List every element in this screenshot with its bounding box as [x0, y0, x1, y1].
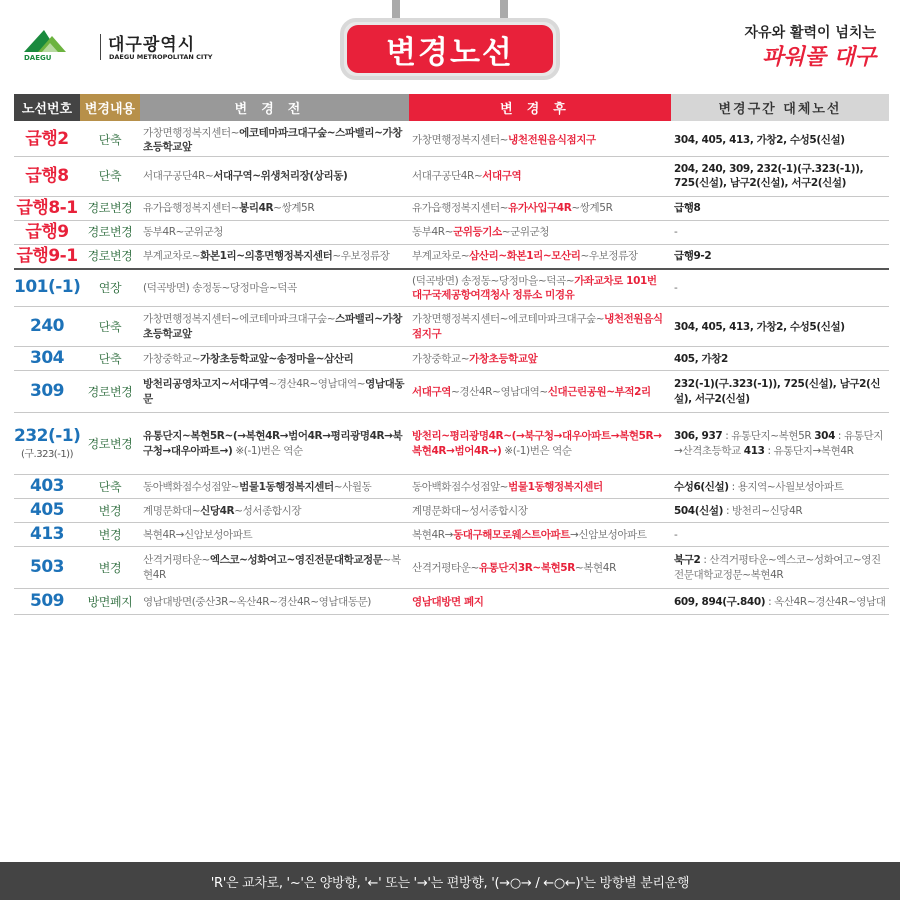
route-number-text: 급행9: [25, 221, 69, 242]
alt-text-segment: : 유통단지→복현4R: [764, 444, 854, 457]
after-text-segment: 가창초등학교앞: [469, 352, 538, 365]
after-text-segment: 가창중학교~: [412, 352, 470, 365]
before-text-segment: 봉리4R: [239, 202, 274, 215]
before-text-segment: (덕곡방면) 송정동~당정마을~덕곡: [143, 281, 297, 294]
slogan-line2: 파워풀 대구: [762, 45, 876, 70]
after-text-segment: (덕곡방면) 송정동~당정마을~덕곡~: [412, 274, 575, 287]
table-row: [14, 269, 889, 307]
after-text-segment: 삼산리~화본1리~모산리: [469, 250, 581, 263]
table-row: [14, 307, 889, 347]
route-number: [14, 413, 80, 475]
route-number-text: 304: [30, 348, 64, 369]
before-text-segment: 신당4R: [200, 504, 235, 517]
before-text-segment: ※(-1)번은 역순: [232, 444, 303, 457]
cell-before: [140, 347, 409, 371]
alt-text-segment: 304, 405, 413, 가창2, 수성5(신설): [674, 133, 845, 146]
change-type: 경로변경: [80, 220, 140, 244]
before-text-segment: 동부4R~군위군청: [143, 226, 224, 239]
route-number: [14, 589, 80, 615]
before-text-segment: 가창중학교~: [143, 352, 201, 365]
route-number-text: 232(-1): [14, 426, 80, 447]
after-text-segment: 서대구공단4R~: [412, 170, 483, 183]
cell-alt: [671, 371, 889, 413]
route-number: [14, 547, 80, 589]
route-number-text: 503: [30, 557, 64, 578]
cell-after: [409, 547, 671, 589]
logo-name: 대구광역시: [108, 35, 196, 55]
after-text-segment: 냉천전원음식점지구: [412, 313, 663, 340]
after-text-segment: 영남대방면 폐지: [412, 595, 484, 608]
before-text-segment: ~성서종합시장: [234, 504, 302, 517]
before-text-segment: 유통단지~복현5R~(→복현4R→범어4R→평리광명4R→북구청→대우아파트→): [143, 430, 403, 457]
route-number: [14, 122, 80, 156]
cell-after: [409, 499, 671, 523]
alt-text-segment: -: [674, 528, 678, 541]
alt-text-segment: : 방천리~신당4R: [723, 504, 803, 517]
cell-after: [409, 156, 671, 196]
before-text-segment: 산격거평타운~: [143, 554, 210, 567]
cell-before: [140, 244, 409, 268]
alt-text-segment: : 유통단지~복현5R: [722, 430, 815, 443]
after-text-segment: 부계교차로~: [412, 250, 470, 263]
alt-text-segment: -: [674, 281, 678, 294]
cell-alt: [671, 122, 889, 156]
cell-after: [409, 475, 671, 499]
header-route: 노선번호: [14, 94, 80, 122]
alt-text-segment: 504(신설): [674, 504, 724, 517]
before-text-segment: 방천리공영차고지~서대구역: [143, 378, 269, 391]
before-text-segment: 서대구역~위생처리장(상리동): [213, 170, 348, 183]
route-number: [14, 523, 80, 547]
cell-alt: [671, 589, 889, 615]
cell-before: [140, 196, 409, 220]
cell-before: [140, 523, 409, 547]
after-text-segment: 군위등기소: [453, 226, 502, 239]
table-row: [14, 499, 889, 523]
before-text-segment: 가창면행정복지센터~에코테마파크대구숲~: [143, 313, 336, 326]
alt-text-segment: 304: [814, 430, 835, 443]
route-number-text: 101(-1): [14, 277, 80, 298]
cell-alt: [671, 244, 889, 268]
cell-alt: [671, 220, 889, 244]
cell-alt: [671, 347, 889, 371]
cell-before: [140, 269, 409, 307]
before-text-segment: ~복현4R: [143, 554, 401, 581]
cell-before: [140, 220, 409, 244]
alt-text-segment: 수성6(신설): [674, 480, 729, 493]
logo-subtitle: DAEGU METROPOLITAN CITY: [109, 53, 213, 61]
before-text-segment: 에코테마파크대구숲~스파밸리~가창초등학교앞: [143, 126, 403, 153]
header: [0, 0, 900, 90]
route-number: [14, 307, 80, 347]
footer-legend: [0, 862, 900, 900]
before-text-segment: 화본1리~의흥면행정복지센터: [200, 250, 333, 263]
alt-text-segment: 232(-1)(구.323(-1)), 725(신설), 남구2(신설), 서구2(신설): [674, 378, 881, 405]
change-type: 경로변경: [80, 413, 140, 475]
route-old-number: (구.323(-1)): [20, 449, 73, 461]
after-text-segment: 신대근린공원~부적2리: [547, 385, 651, 398]
before-text-segment: 가창초등학교앞~송정마을~삼산리: [200, 352, 354, 365]
alt-text-segment: : 옥산4R~경산4R~영남대: [765, 595, 886, 608]
change-type: 변경: [80, 499, 140, 523]
cell-alt: [671, 499, 889, 523]
table-row: [14, 244, 889, 268]
route-number-text: 급행8: [25, 165, 69, 186]
alt-text-segment: : 산격거평타운~엑스코~성화여고~영진전문대학교정문~복현4R: [674, 554, 881, 581]
after-text-segment: 산격거평타운~: [412, 561, 479, 574]
cell-after: [409, 413, 671, 475]
cell-after: [409, 371, 671, 413]
change-type: 연장: [80, 269, 140, 307]
route-number-text: 405: [30, 500, 64, 521]
route-number: [14, 244, 80, 268]
header-alt: 변경구간 대체노선: [671, 94, 889, 122]
after-text-segment: 유가사입구4R: [508, 202, 572, 215]
cell-alt: [671, 307, 889, 347]
route-number: [14, 156, 80, 196]
slogan-line1: 자유와 활력이 넘치는: [744, 25, 876, 41]
cell-before: [140, 122, 409, 156]
alt-text-segment: 405, 가창2: [674, 352, 728, 365]
alt-text-segment: 413: [743, 444, 765, 457]
alt-text-segment: 급행9-2: [674, 250, 712, 263]
change-type: 경로변경: [80, 244, 140, 268]
after-text-segment: ~경산4R~영남대역~: [450, 385, 548, 398]
table-row: [14, 413, 889, 475]
route-number-text: 급행9-1: [16, 245, 78, 266]
before-text-segment: 계명문화대~: [143, 504, 201, 517]
after-text-segment: 가좌교차로 101번 대구국제공항여객청사 정류소 미경유: [412, 274, 657, 301]
cell-before: [140, 156, 409, 196]
before-text-segment: ~우보정류장: [332, 250, 390, 263]
after-text-segment: →신암보성아파트: [569, 528, 647, 541]
cell-alt: [671, 156, 889, 196]
table-header-row: [14, 94, 889, 122]
before-text-segment: 스파밸리~가창초등학교앞: [143, 313, 403, 340]
change-type: 단축: [80, 347, 140, 371]
alt-text-segment: 609, 894(구.840): [674, 595, 766, 608]
cell-alt: [671, 413, 889, 475]
after-text-segment: ~군위군청: [501, 226, 550, 239]
page-title: 변경노선: [386, 34, 514, 71]
before-text-segment: 가창면행정복지센터~: [143, 126, 240, 139]
logo-daegu-text: DAEGU: [24, 54, 52, 62]
table-row: [14, 589, 889, 615]
change-type: 방면폐지: [80, 589, 140, 615]
route-change-table: [14, 94, 889, 615]
alt-text-segment: 204, 240, 309, 232(-1)(구.323(-1)), 725(신설), 남구2(신설), 서구2(신설): [674, 163, 864, 190]
table-row: [14, 523, 889, 547]
route-number: [14, 475, 80, 499]
route-number-text: 509: [30, 591, 64, 612]
cell-alt: [671, 547, 889, 589]
table-row: [14, 220, 889, 244]
route-number: [14, 196, 80, 220]
title-sign: [340, 18, 560, 80]
before-text-segment: 영남대방면(중산3R~옥산4R~경산4R~영남대동문): [143, 595, 372, 608]
cell-alt: [671, 523, 889, 547]
change-type: 단축: [80, 122, 140, 156]
logo-divider: [100, 34, 101, 60]
cell-after: [409, 269, 671, 307]
table-row: [14, 122, 889, 156]
change-type: 경로변경: [80, 196, 140, 220]
change-type: 경로변경: [80, 371, 140, 413]
after-text-segment: ~쌍계5R: [571, 202, 613, 215]
change-type: 단축: [80, 475, 140, 499]
table-row: [14, 156, 889, 196]
after-text-segment: ※(-1)번은 역순: [501, 444, 572, 457]
route-number: [14, 269, 80, 307]
cell-alt: [671, 269, 889, 307]
route-number: [14, 347, 80, 371]
alt-text-segment: : 유통단지→산격초등학교: [674, 430, 883, 457]
alt-text-segment: 306, 937: [674, 430, 723, 443]
before-text-segment: 영남대동문: [143, 378, 405, 405]
table-row: [14, 475, 889, 499]
change-type: 변경: [80, 523, 140, 547]
cell-alt: [671, 475, 889, 499]
footer-note: 'R'은 교차로, '~'은 양방향, '←' 또는 '→'는 편방향, '(→○→ / ←○←)'는 방향별 분리운행: [210, 875, 690, 891]
after-text-segment: 서대구역: [482, 170, 522, 183]
route-number-text: 413: [30, 524, 64, 545]
after-text-segment: ~우보정류장: [580, 250, 638, 263]
cell-before: [140, 589, 409, 615]
table-row: [14, 196, 889, 220]
after-text-segment: 유가읍행정복지센터~: [412, 202, 509, 215]
route-number: [14, 220, 80, 244]
after-text-segment: 범물1동행정복지센터: [508, 480, 603, 493]
after-text-segment: 방천리~평리광명4R~(→북구청→대우아파트→복현5R→복현4R→범어4R→): [412, 430, 662, 457]
after-text-segment: 계명문화대~성서종합시장: [412, 504, 528, 517]
change-type: 단축: [80, 307, 140, 347]
route-number-text: 403: [30, 476, 64, 497]
cell-after: [409, 220, 671, 244]
table-row: [14, 371, 889, 413]
before-text-segment: 부계교차로~: [143, 250, 201, 263]
route-number-text: 309: [30, 381, 64, 402]
alt-text-segment: -: [674, 226, 678, 239]
cell-before: [140, 371, 409, 413]
cell-before: [140, 307, 409, 347]
after-text-segment: ~복현4R: [574, 561, 616, 574]
table-row: [14, 347, 889, 371]
before-text-segment: ~경산4R~영남대역~: [268, 378, 366, 391]
route-number-text: 급행8-1: [16, 197, 78, 218]
after-text-segment: 동아백화점수성점앞~: [412, 480, 509, 493]
before-text-segment: 범물1동행정복지센터: [239, 480, 334, 493]
cell-after: [409, 244, 671, 268]
cell-before: [140, 547, 409, 589]
cell-after: [409, 347, 671, 371]
alt-text-segment: 급행8: [674, 202, 701, 215]
alt-text-segment: 304, 405, 413, 가창2, 수성5(신설): [674, 320, 845, 333]
before-text-segment: 엑스코~성화여고~영진전문대학교정문: [209, 554, 383, 567]
after-text-segment: 복현4R→: [412, 528, 454, 541]
after-text-segment: 동대구해모로웨스트아파트: [453, 528, 570, 541]
header-before: 변경전: [140, 94, 409, 122]
before-text-segment: 유가읍행정복지센터~: [143, 202, 240, 215]
change-type: 단축: [80, 156, 140, 196]
change-type: 변경: [80, 547, 140, 589]
before-text-segment: ~사월동: [333, 480, 372, 493]
after-text-segment: 유통단지3R~복현5R: [478, 561, 575, 574]
after-text-segment: 가창면행정복지센터~: [412, 133, 509, 146]
cell-after: [409, 307, 671, 347]
city-logo: [22, 26, 212, 66]
before-text-segment: 동아백화점수성점앞~: [143, 480, 240, 493]
cell-before: [140, 413, 409, 475]
before-text-segment: ~쌍계5R: [273, 202, 315, 215]
before-text-segment: 서대구공단4R~: [143, 170, 214, 183]
after-text-segment: 서대구역: [412, 385, 451, 398]
alt-text-segment: 북구2: [674, 554, 701, 567]
cell-after: [409, 196, 671, 220]
cell-after: [409, 523, 671, 547]
after-text-segment: 동부4R~: [412, 226, 454, 239]
cell-after: [409, 589, 671, 615]
after-text-segment: 가창면행정복지센터~에코테마파크대구숲~: [412, 313, 605, 326]
route-number-text: 급행2: [25, 129, 69, 150]
route-number-text: 240: [30, 316, 64, 337]
header-after: 변경후: [409, 94, 671, 122]
cell-before: [140, 499, 409, 523]
cell-before: [140, 475, 409, 499]
before-text-segment: 복현4R→신암보성아파트: [143, 528, 253, 541]
after-text-segment: 냉천전원음식점지구: [508, 133, 596, 146]
route-number: [14, 499, 80, 523]
alt-text-segment: : 용지역~사월보성아파트: [728, 480, 844, 493]
cell-after: [409, 122, 671, 156]
table-row: [14, 547, 889, 589]
cell-alt: [671, 196, 889, 220]
route-number: [14, 371, 80, 413]
header-type: 변경내용: [80, 94, 140, 122]
